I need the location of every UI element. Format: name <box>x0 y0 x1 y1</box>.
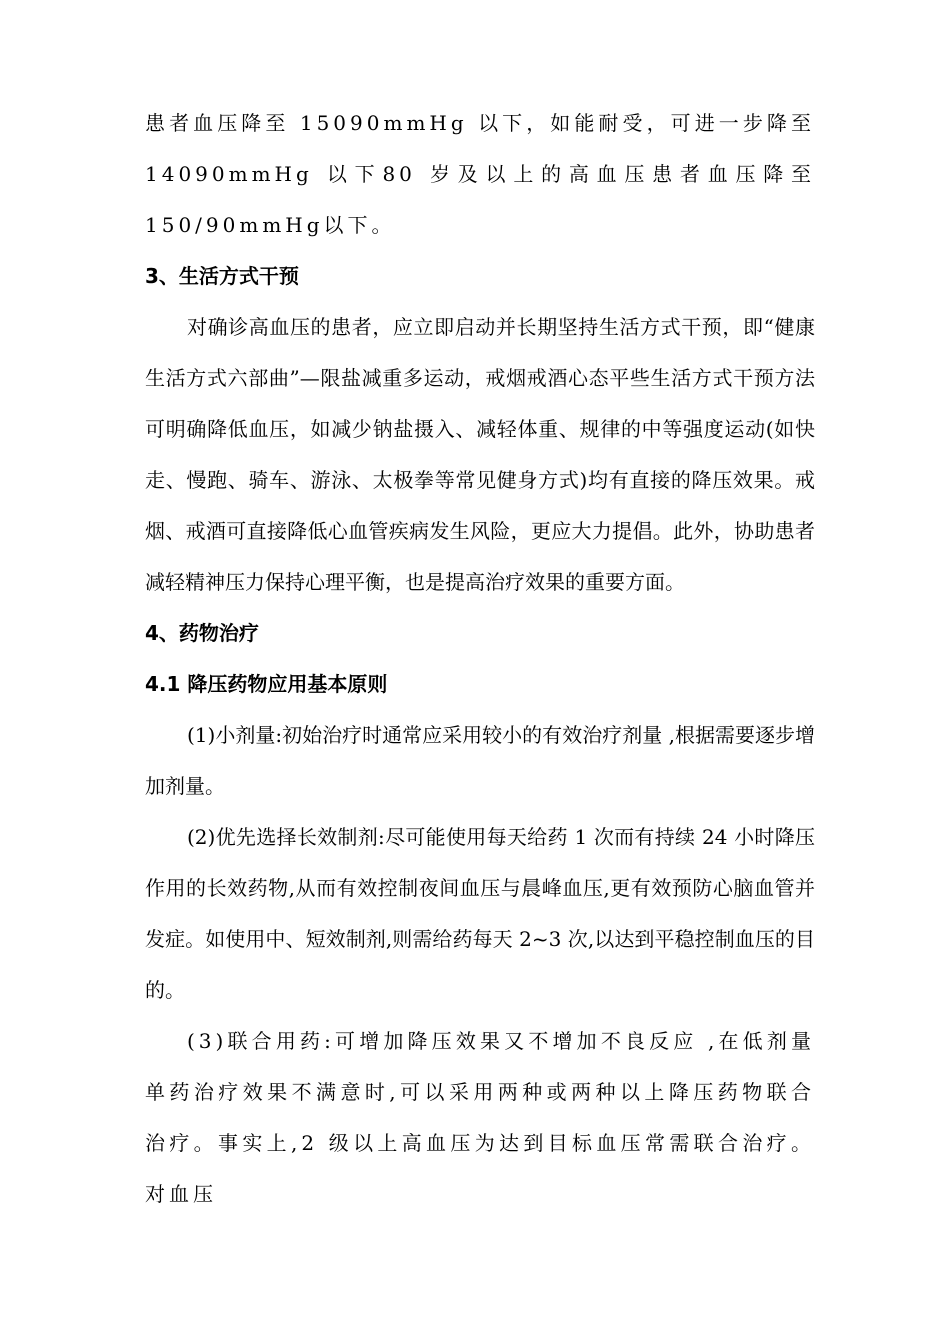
subsection-heading-principles: 4.1 降压药物应用基本原则 <box>145 672 388 696</box>
principle-item-combination: (3)联合用药:可增加降压效果又不增加不良反应 ,在低剂量单药治疗效果不满意时,可以采用两种或两种以上降压药物联合治疗。事实上,2 级以上高血压为达到目标血压常需联合治疗。对血压 <box>145 1029 815 1206</box>
section-heading-drug-therapy: 4、药物治疗 <box>145 621 259 645</box>
paragraph-lifestyle: 对确诊高血压的患者，应立即启动并长期坚持生活方式干预，即“健康生活方式六部曲”—限盐减重多运动，戒烟戒酒心态平些生活方式干预方法可明确降低血压，如减少钠盐摄入、减轻体重、规律的中等强度运动(如快走、慢跑、骑车、游泳、太极拳等常见健身方式)均有直接的降压效果。戒烟、戒酒可直接降低心血管疾病发生风险，更应大力提倡。此外，协助患者减轻精神压力保持心理平衡，也是提高治疗效果的重要方面。 <box>145 315 815 594</box>
principle-item-long-acting: (2)优先选择长效制剂:尽可能使用每天给药 1 次而有持续 24 小时降压作用的长效药物,从而有效控制夜间血压与晨峰血压,更有效预防心脑血管并发症。如使用中、短效制剂,则需给药每天 2~3 次,以达到平稳控制血压的目的。 <box>145 825 815 1002</box>
principle-item-low-dose: (1)小剂量:初始治疗时通常应采用较小的有效治疗剂量 ,根据需要逐步增加剂量。 <box>145 723 815 798</box>
section-heading-lifestyle: 3、生活方式干预 <box>145 264 299 288</box>
document-body <box>145 98 815 1220</box>
paragraph-target-bp: 患者血压降至 15090mmHg 以下，如能耐受，可进一步降至14090mmHg 以下80 岁及以上的高血压患者血压降至 150/90mmHg以下。 <box>145 111 815 237</box>
